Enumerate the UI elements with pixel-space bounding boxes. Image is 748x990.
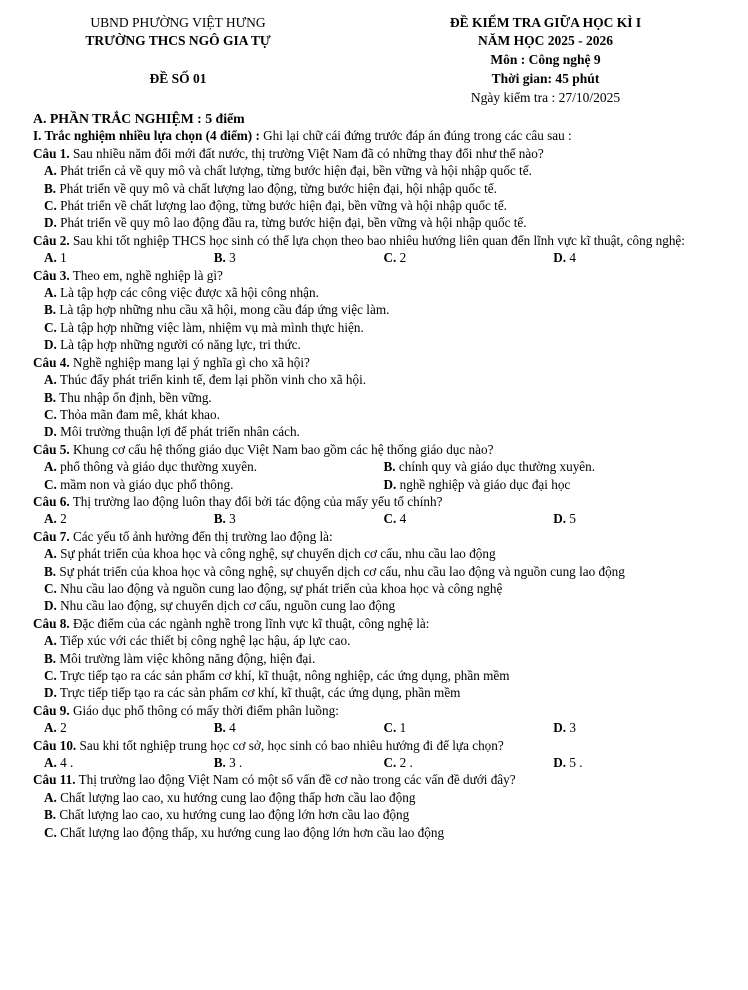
answer-option [553, 249, 723, 266]
question-number: Câu 6. [33, 493, 70, 509]
question [33, 232, 723, 249]
option-letter: C. [44, 668, 57, 683]
answer-option [33, 824, 723, 841]
options-row [33, 458, 723, 475]
question-text: Sau nhiều năm đổi mới đất nước, thị trường Việt Nam đã có những thay đổi như thế nào? [69, 145, 544, 161]
answer-option [384, 476, 724, 493]
option-letter: A. [44, 511, 57, 527]
option-text: Môi trường thuận lợi để phát triển nhân cách. [56, 424, 300, 440]
option-text: 2 . [396, 755, 413, 771]
options-row [33, 510, 723, 527]
option-text: Nhu cầu lao động và nguồn cung lao động, sự phát triển của khoa học và công nghệ [56, 580, 503, 596]
ward-name: UBND PHƯỜNG VIỆT HƯNG [90, 15, 266, 30]
answer-option [33, 632, 723, 649]
option-text: Tiếp xúc với các thiết bị công nghệ lạc hậu, áp lực cao. [56, 633, 351, 649]
question-text: Các yếu tố ảnh hưởng đến thị trường lao động là: [69, 528, 333, 544]
option-letter: C. [44, 580, 57, 596]
question-text: Thị trường lao động Việt Nam có một số vấn đề cơ nào trong các vấn đề dưới đây? [75, 772, 516, 788]
option-letter: B. [44, 302, 57, 318]
question-text: Nghề nghiệp mang lại ý nghĩa gì cho xã hội? [69, 354, 310, 370]
option-text: Là tập hợp các công việc được xã hội công nhận. [56, 285, 319, 301]
option-letter: A. [44, 546, 57, 562]
option-letter: B. [44, 807, 57, 823]
question-number: Câu 3. [33, 267, 70, 283]
subject: Môn : Công nghệ 9 [490, 52, 601, 67]
answer-option [33, 180, 723, 197]
question [33, 493, 723, 510]
option-letter: A. [44, 285, 57, 301]
answer-option [33, 197, 723, 214]
question [33, 702, 723, 719]
option-letter: C. [44, 319, 57, 335]
question-number: Câu 11. [33, 772, 76, 788]
question-number: Câu 1. [33, 145, 70, 161]
option-letter: D. [553, 720, 567, 736]
option-letter: B. [383, 459, 396, 475]
option-text: Nhu cầu lao động, sự chuyển dịch cơ cấu, nguồn cung lao động [56, 598, 396, 614]
option-text: Sự phát triển của khoa học và công nghệ, sự chuyển dịch cơ cấu, nhu cầu lao động [56, 546, 496, 562]
option-text: Phát triển về quy mô và chất lượng lao động, từng bước hiện đại, hội nhập quốc tế. [56, 180, 497, 196]
question-list [33, 145, 723, 841]
option-text: 4 [396, 511, 407, 527]
answer-option [33, 319, 723, 336]
question [33, 267, 723, 284]
option-text: 5 . [566, 755, 583, 771]
option-letter: B. [44, 650, 57, 666]
option-text: Môi trường làm việc không năng động, hiện đại. [56, 650, 316, 666]
answer-option [33, 389, 723, 406]
answer-option [33, 406, 723, 423]
option-letter: A. [44, 755, 57, 771]
option-letter: A. [44, 372, 57, 388]
answer-option [214, 754, 384, 771]
option-letter: A. [44, 720, 57, 736]
school-year: NĂM HỌC 2025 - 2026 [478, 33, 613, 48]
answer-option [44, 719, 214, 736]
answer-option [44, 510, 214, 527]
answer-option [33, 789, 723, 806]
option-text: 2 [56, 720, 67, 736]
option-letter: C. [383, 755, 397, 771]
answer-option [33, 667, 723, 684]
question-number: Câu 10. [33, 737, 77, 753]
question-text: Thị trường lao động luôn thay đổi bởi tác động của mấy yếu tố chính? [69, 493, 443, 509]
option-text: 2 [396, 250, 407, 266]
answer-option [33, 336, 723, 353]
option-text: Chất lượng lao động thấp, xu hướng cung lao động lớn hơn cầu lao động [56, 824, 445, 840]
exam-date: Ngày kiểm tra : 27/10/2025 [470, 90, 621, 105]
question-number: Câu 9. [33, 702, 70, 718]
option-text: Phát triển cả về quy mô và chất lượng, từng bước hiện đại, bền vững và hội nhập quốc tế. [56, 163, 532, 179]
duration: Thời gian: 45 phút [491, 71, 600, 86]
option-text: Thu nhập ổn định, bền vững. [56, 389, 212, 405]
option-letter: C. [383, 720, 397, 736]
option-text: Trực tiếp tạo ra các sản phẩm cơ khí, kĩ thuật, nông nghiệp, các ứng dụng, phần mềm [56, 668, 510, 683]
options-row [33, 249, 723, 266]
question [33, 737, 723, 754]
exam-header [33, 14, 723, 110]
answer-option [33, 684, 723, 701]
option-letter: C. [44, 198, 57, 214]
option-letter: C. [44, 824, 57, 840]
answer-option [44, 754, 214, 771]
answer-option [33, 563, 723, 580]
option-text: 5 [566, 511, 576, 527]
option-text: Thúc đẩy phát triển kinh tế, đem lại phồn vinh cho xã hội. [56, 372, 367, 388]
question [33, 771, 723, 788]
option-letter: D. [383, 476, 397, 492]
answer-option [384, 249, 554, 266]
options-row [33, 476, 723, 493]
option-letter: B. [213, 250, 226, 266]
question-text: Khung cơ cấu hệ thống giáo dục Việt Nam bao gồm các hệ thống giáo dục nào? [69, 441, 494, 457]
option-letter: C. [383, 250, 397, 266]
option-letter: D. [44, 215, 57, 231]
option-letter: A. [44, 789, 57, 805]
answer-option [384, 719, 554, 736]
option-text: Thỏa mãn đam mê, khát khao. [56, 406, 220, 422]
option-text: Chất lượng lao cao, xu hướng cung lao động lớn hơn cầu lao động [56, 807, 410, 823]
answer-option [33, 545, 723, 562]
question-text: Sau khi tốt nghiệp THCS học sinh có thể lựa chọn theo bao nhiêu hướng liên quan đến lĩnh vực kĩ thuật, công nghệ: [69, 232, 685, 248]
options-row [33, 754, 723, 771]
answer-option [33, 371, 723, 388]
exam-page [33, 14, 723, 841]
option-letter: A. [44, 459, 57, 475]
option-text: 2 [56, 511, 67, 527]
part1-instruction: Ghi lại chữ cái đứng trước đáp án đúng trong các câu sau : [259, 128, 572, 144]
option-text: Là tập hợp những việc làm, nhiệm vụ mà mình thực hiện. [56, 319, 364, 335]
part1-title: I. Trắc nghiệm nhiều lựa chọn (4 điểm) : [33, 128, 260, 144]
section-title: A. PHẦN TRẮC NGHIỆM : 5 điểm [33, 111, 245, 126]
question-text: Sau khi tốt nghiệp trung học cơ sở, học sinh có bao nhiêu hướng đi để lựa chọn? [76, 737, 504, 753]
exam-code: ĐỀ SỐ 01 [149, 71, 207, 86]
option-letter: B. [213, 720, 226, 736]
option-text: Trực tiếp tiếp tạo ra các sản phẩm cơ khí, kĩ thuật, các ứng dụng, phần mềm [56, 685, 461, 701]
option-letter: D. [553, 755, 567, 771]
question-number: Câu 2. [33, 232, 70, 248]
option-letter: A. [44, 250, 57, 266]
question [33, 615, 723, 632]
option-text: Chất lượng lao cao, xu hướng cung lao động thấp hơn cầu lao động [56, 789, 416, 805]
answer-option [214, 249, 384, 266]
answer-option [44, 458, 384, 475]
option-text: 3 [566, 720, 576, 736]
option-text: chính quy và giáo dục thường xuyên. [395, 459, 596, 475]
option-letter: A. [44, 633, 57, 649]
option-letter: B. [213, 755, 226, 771]
answer-option [33, 423, 723, 440]
option-letter: D. [44, 337, 57, 353]
part1-heading [33, 127, 723, 144]
question-number: Câu 4. [33, 354, 70, 370]
question-number: Câu 8. [33, 615, 70, 631]
option-text: 4 [225, 720, 236, 736]
answer-option [44, 249, 214, 266]
option-text: Phát triển về chất lượng lao động, từng bước hiện đại, bền vững và hội nhập quốc tế. [56, 198, 507, 214]
question [33, 145, 723, 162]
option-text: 3 [225, 511, 236, 527]
options-row [33, 719, 723, 736]
answer-option [33, 301, 723, 318]
answer-option [553, 510, 723, 527]
answer-option [384, 510, 554, 527]
school-name: TRƯỜNG THCS NGÔ GIA TỰ [85, 33, 271, 48]
answer-option [553, 719, 723, 736]
question-text: Theo em, nghề nghiệp là gì? [69, 267, 223, 283]
option-text: 4 [566, 250, 576, 266]
option-text: 1 [396, 720, 407, 736]
option-letter: D. [44, 424, 57, 440]
option-text: mầm non và giáo dục phổ thông. [56, 476, 234, 492]
option-letter: A. [44, 163, 57, 179]
option-text: 3 [225, 250, 236, 266]
answer-option [33, 284, 723, 301]
option-letter: B. [44, 180, 57, 196]
answer-option [33, 162, 723, 179]
option-text: 3 . [225, 755, 243, 771]
option-letter: D. [553, 511, 567, 527]
answer-option [33, 806, 723, 823]
option-letter: D. [44, 598, 57, 614]
question-number: Câu 5. [33, 441, 70, 457]
answer-option [553, 754, 723, 771]
option-text: phổ thông và giáo dục thường xuyên. [56, 459, 258, 475]
answer-option [33, 214, 723, 231]
exam-title: ĐỀ KIỂM TRA GIỮA HỌC KÌ I [449, 15, 642, 30]
option-letter: B. [44, 389, 57, 405]
option-letter: D. [553, 250, 567, 266]
option-text: Là tập hợp những nhu cầu xã hội, mong cầu đáp ứng việc làm. [56, 302, 390, 318]
answer-option [33, 580, 723, 597]
answer-option [44, 476, 384, 493]
question-text: Giáo dục phổ thông có mấy thời điểm phân luồng: [69, 702, 339, 718]
answer-option [384, 458, 724, 475]
question-number: Câu 7. [33, 528, 70, 544]
answer-option [214, 510, 384, 527]
option-text: Phát triển về quy mô lao động đầu ra, từng bước hiện đại, bền vững và hội nhập quốc tế. [56, 215, 527, 231]
question [33, 354, 723, 371]
option-letter: B. [44, 563, 57, 579]
question [33, 528, 723, 545]
question [33, 441, 723, 458]
option-letter: D. [44, 685, 57, 701]
answer-option [33, 597, 723, 614]
option-letter: C. [44, 406, 57, 422]
option-text: Là tập hợp những người có năng lực, tri thức. [56, 337, 301, 353]
option-letter: C. [44, 476, 57, 492]
answer-option [384, 754, 554, 771]
option-letter: B. [213, 511, 226, 527]
option-text: 1 [56, 250, 67, 266]
answer-option [214, 719, 384, 736]
option-text: 4 . [56, 755, 74, 771]
option-letter: C. [383, 511, 397, 527]
question-text: Đặc điểm của các ngành nghề trong lĩnh vực kĩ thuật, công nghệ là: [69, 615, 430, 631]
answer-option [33, 650, 723, 667]
option-text: nghề nghiệp và giáo dục đại học [396, 476, 571, 492]
option-text: Sự phát triển của khoa học và công nghệ, sự chuyển dịch cơ cấu, nhu cầu lao động và nguồn cung lao động [56, 563, 625, 579]
